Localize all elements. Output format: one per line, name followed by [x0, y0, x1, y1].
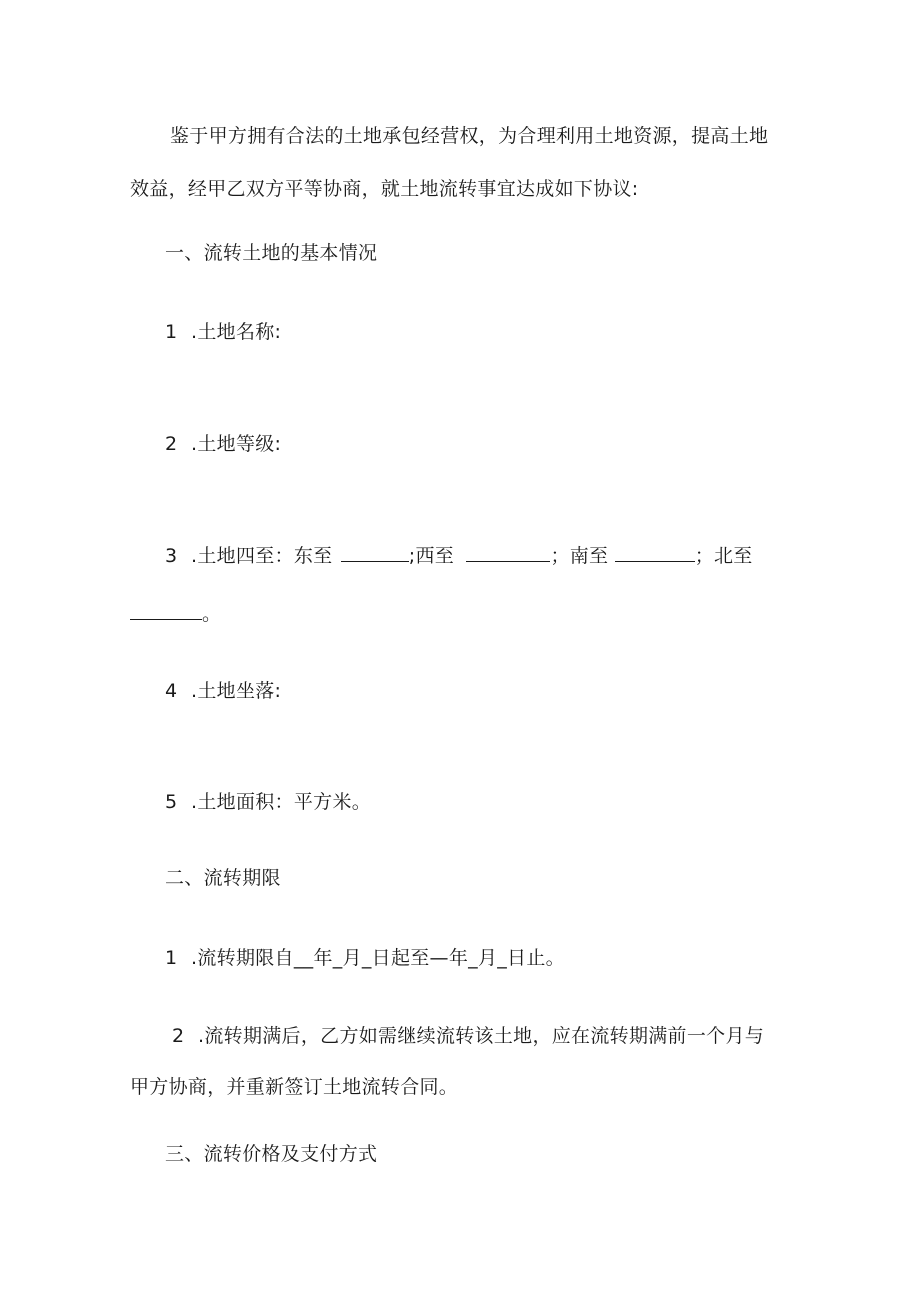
item-land-area [165, 788, 371, 816]
west-label: ;西至 [408, 545, 455, 567]
north-boundary-blank[interactable] [130, 601, 202, 620]
item-number: 1 [165, 947, 178, 969]
item-text: .土地名称: [191, 321, 282, 343]
south-boundary-blank[interactable] [615, 543, 695, 562]
item-number: 1 [165, 321, 178, 343]
section-2-heading: 二、流转期限 [165, 867, 281, 889]
intro-line-1: 鉴于甲方拥有合法的土地承包经营权，为合理利用土地资源，提高土地 [170, 125, 769, 147]
item-text: .流转期限自__年_月_日起至—年_月_日止。 [191, 947, 565, 969]
item-term-renewal-line-1 [172, 1022, 764, 1050]
item-number: 5 [165, 791, 178, 813]
item-text: .土地四至：东至 [191, 545, 333, 567]
item-land-name [165, 318, 281, 346]
item-land-grade [165, 430, 281, 458]
section-3-heading: 三、流转价格及支付方式 [165, 1143, 378, 1165]
west-boundary-blank[interactable] [466, 543, 550, 562]
item-land-location [165, 677, 281, 705]
item-number: 4 [165, 680, 178, 702]
item-term-renewal-line-2: 甲方协商，并重新签订土地流转合同。 [130, 1076, 459, 1098]
item-text: .土地等级: [191, 433, 282, 455]
east-boundary-blank[interactable] [341, 543, 409, 562]
south-label: ；南至 [550, 545, 609, 567]
item-land-boundaries [165, 542, 753, 570]
item-number: 2 [172, 1025, 185, 1047]
item-term-period [165, 944, 565, 972]
item-number: 2 [165, 433, 178, 455]
section-1-heading: 一、流转土地的基本情况 [165, 242, 378, 264]
item-land-boundaries-cont [130, 600, 221, 628]
item-text: .土地面积：平方米。 [191, 791, 372, 813]
item-number: 3 [165, 545, 178, 567]
item-text: .土地坐落: [191, 680, 282, 702]
boundaries-end: 。 [202, 603, 222, 625]
intro-line-2: 效益，经甲乙双方平等协商，就土地流转事宜达成如下协议: [130, 178, 639, 200]
item-text: .流转期满后，乙方如需继续流转该土地，应在流转期满前一个月与 [198, 1025, 765, 1047]
north-label: ；北至 [694, 545, 753, 567]
